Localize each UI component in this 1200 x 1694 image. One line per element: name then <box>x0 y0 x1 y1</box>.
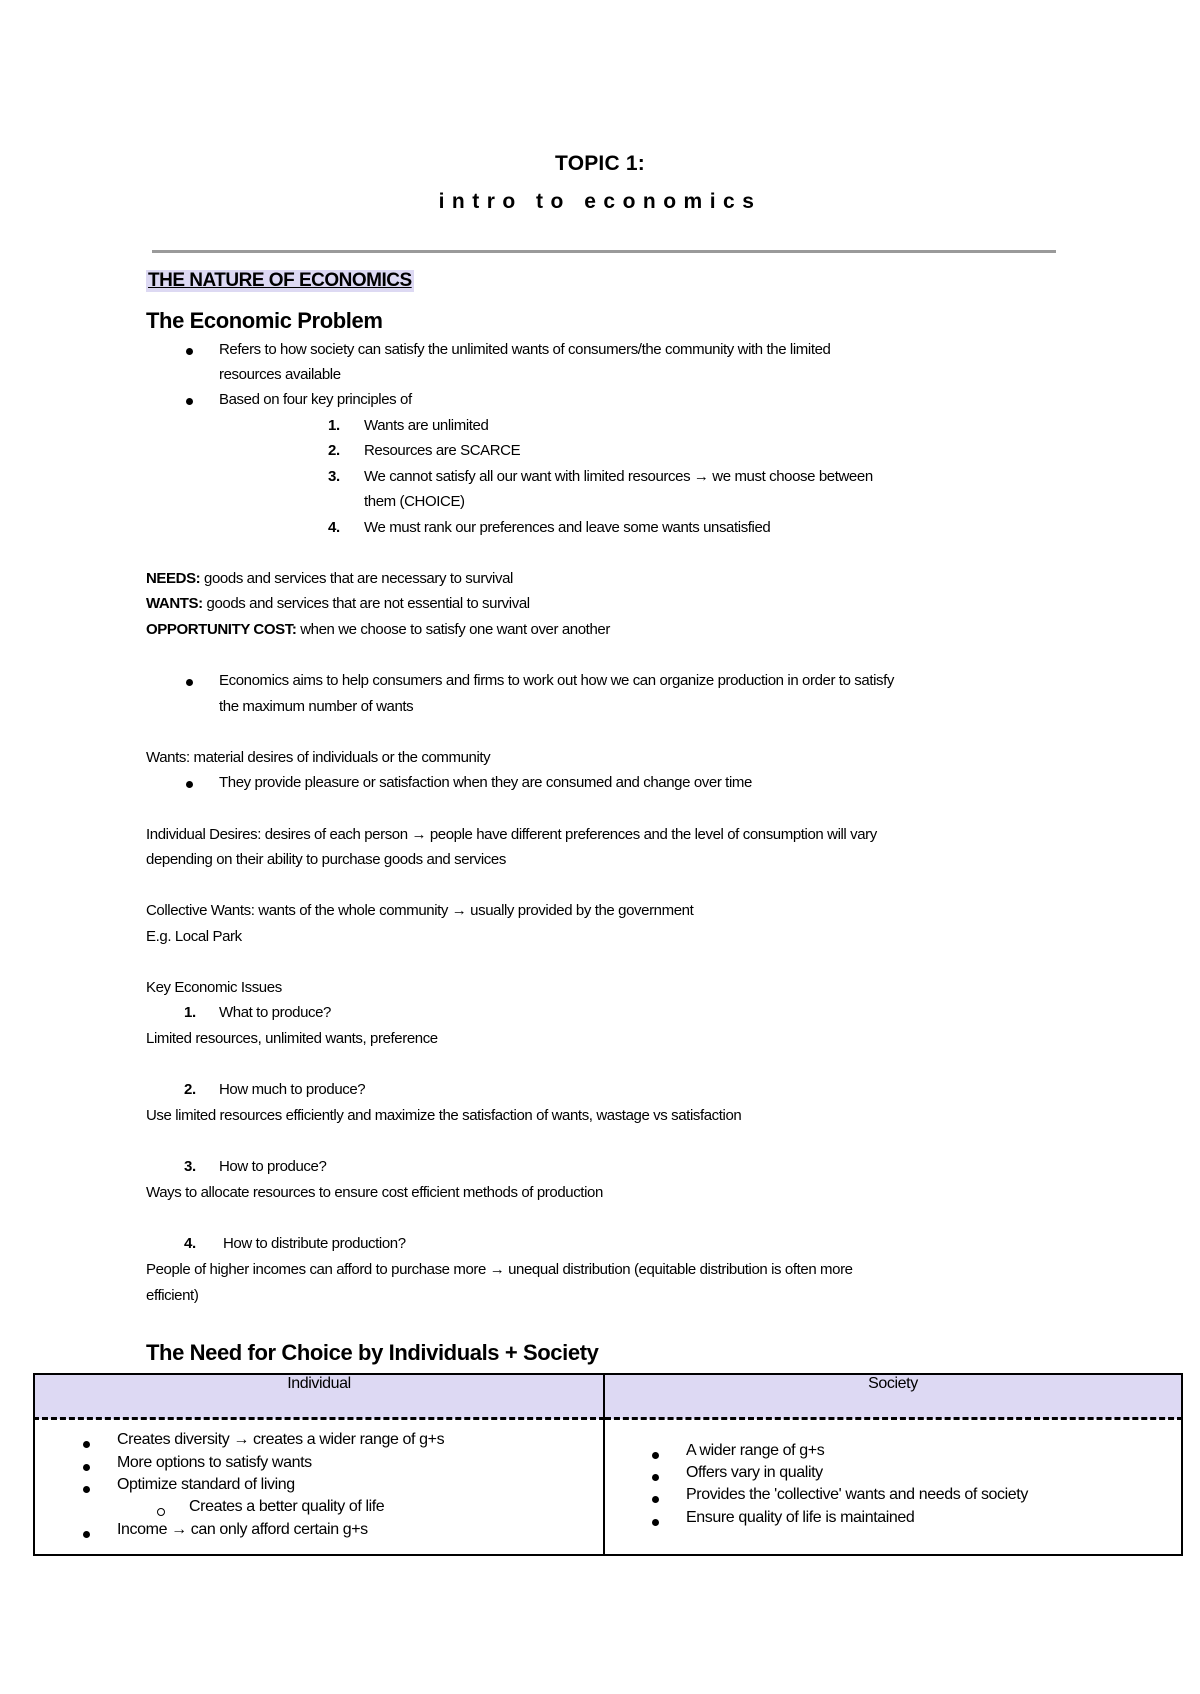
individual-item: Income → can only afford certain g+s <box>117 1521 368 1538</box>
individual-item: Creates diversity → creates a wider range of g+s <box>117 1431 445 1448</box>
individual-item: Optimize standard of living <box>117 1476 295 1493</box>
collective-wants <box>146 901 693 921</box>
wants-term: Wants <box>146 749 186 766</box>
key-issue-number: 3. <box>184 1158 196 1175</box>
key-issue-answer: Limited resources, unlimited wants, preference <box>146 1030 438 1047</box>
bullet-icon <box>83 1531 90 1538</box>
definition-term: WANTS: <box>146 595 203 612</box>
principle-number: 3. <box>328 468 340 485</box>
section-title: THE NATURE OF ECONOMICS <box>148 270 412 291</box>
key-issue-question: What to produce? <box>219 1004 332 1021</box>
definition-term: OPPORTUNITY COST: <box>146 621 297 638</box>
bullet-icon <box>652 1474 659 1481</box>
wants-text: : material desires of individuals or the community <box>185 749 491 766</box>
sub-bullet-icon <box>157 1508 165 1516</box>
choice-heading: The Need for Choice by Individuals + Society <box>146 1340 599 1365</box>
principle-text: We must rank our preferences and leave some wants unsatisfied <box>364 519 771 536</box>
economic-problem-bullet-1-line-2: resources available <box>219 366 341 383</box>
bullet-icon <box>652 1496 659 1503</box>
principle-number: 4. <box>328 519 340 536</box>
key-issue-number: 4. <box>184 1235 196 1252</box>
individual-desires-term: Individual Desires: <box>146 826 261 843</box>
column-header-individual: Individual <box>34 1374 604 1419</box>
individual-desires-line-2: depending on their ability to purchase goods and services <box>146 851 506 868</box>
economic-problem-bullet-2: Based on four key principles of <box>219 391 412 408</box>
definition-wants <box>146 594 530 614</box>
bullet-icon <box>186 348 193 355</box>
individual-sub-item: Creates a better quality of life <box>189 1498 385 1515</box>
definition-opportunity-cost <box>146 620 610 640</box>
individual-item: More options to satisfy wants <box>117 1454 312 1471</box>
bullet-icon <box>83 1441 90 1448</box>
principle-number: 2. <box>328 442 340 459</box>
topic-title: TOPIC 1: <box>555 152 645 175</box>
column-header-society: Society <box>604 1374 1182 1419</box>
bullet-icon <box>186 679 193 686</box>
collective-wants-term: Collective Wants <box>146 902 251 919</box>
economic-problem-bullet-1-line-1: Refers to how society can satisfy the unlimited wants of consumers/the community with the limited <box>219 341 831 358</box>
society-item: Ensure quality of life is maintained <box>686 1509 915 1526</box>
definition-term: NEEDS: <box>146 570 201 587</box>
key-issue-question: How to distribute production? <box>223 1235 406 1252</box>
principle-number: 1. <box>328 417 340 434</box>
wants-bullet: They provide pleasure or satisfaction when they are consumed and change over time <box>219 774 752 791</box>
key-issue-number: 1. <box>184 1004 196 1021</box>
key-issue-question: How to produce? <box>219 1158 327 1175</box>
wants-definition <box>146 748 490 768</box>
key-issue-number: 2. <box>184 1081 196 1098</box>
key-issues-heading: Key Economic Issues <box>146 979 282 996</box>
definition-text: goods and services that are necessary to survival <box>200 570 513 587</box>
key-issue-answer: People of higher incomes can afford to purchase more → unequal distribution (equitable distribution is often more <box>146 1261 853 1278</box>
society-cell <box>604 1419 1182 1556</box>
key-issue-answer: Use limited resources efficiently and maximize the satisfaction of wants, wastage vs satisfaction <box>146 1107 742 1124</box>
individual-desires-line-1 <box>146 825 877 845</box>
definition-needs <box>146 569 513 589</box>
key-issue-answer-continued: efficient) <box>146 1287 199 1304</box>
definition-text: when we choose to satisfy one want over another <box>296 621 610 638</box>
individual-cell <box>34 1419 604 1556</box>
topic-subtitle: intro to economics <box>438 190 762 213</box>
economic-problem-heading: The Economic Problem <box>146 308 383 333</box>
bullet-icon <box>83 1464 90 1471</box>
society-item: Offers vary in quality <box>686 1464 823 1481</box>
bullet-icon <box>652 1452 659 1459</box>
economics-aim-line-2: the maximum number of wants <box>219 698 414 715</box>
bullet-icon <box>652 1519 659 1526</box>
collective-wants-text: : wants of the whole community → usually provided by the government <box>250 902 694 919</box>
principle-text: We cannot satisfy all our want with limited resources → we must choose between <box>364 468 873 485</box>
principle-text: Wants are unlimited <box>364 417 489 434</box>
bullet-icon <box>186 781 193 788</box>
bullet-icon <box>83 1486 90 1493</box>
horizontal-rule <box>152 250 1056 253</box>
principle-text: Resources are SCARCE <box>364 442 521 459</box>
definition-text: goods and services that are not essential to survival <box>202 595 530 612</box>
individual-desires-text: desires of each person → people have different preferences and the level of consumption will vary <box>260 826 877 843</box>
table-row <box>34 1419 1182 1556</box>
bullet-icon <box>186 398 193 405</box>
collective-wants-example: E.g. Local Park <box>146 928 242 945</box>
key-issue-answer: Ways to allocate resources to ensure cost efficient methods of production <box>146 1184 603 1201</box>
society-item: Provides the 'collective' wants and needs of society <box>686 1486 1028 1503</box>
principle-text-continued: them (CHOICE) <box>364 493 465 510</box>
society-item: A wider range of g+s <box>686 1442 825 1459</box>
choice-table <box>33 1373 1183 1556</box>
economics-aim-line-1: Economics aims to help consumers and firms to work out how we can organize production in order to satisfy <box>219 672 894 689</box>
table-header-row <box>34 1374 1182 1419</box>
key-issue-question: How much to produce? <box>219 1081 366 1098</box>
